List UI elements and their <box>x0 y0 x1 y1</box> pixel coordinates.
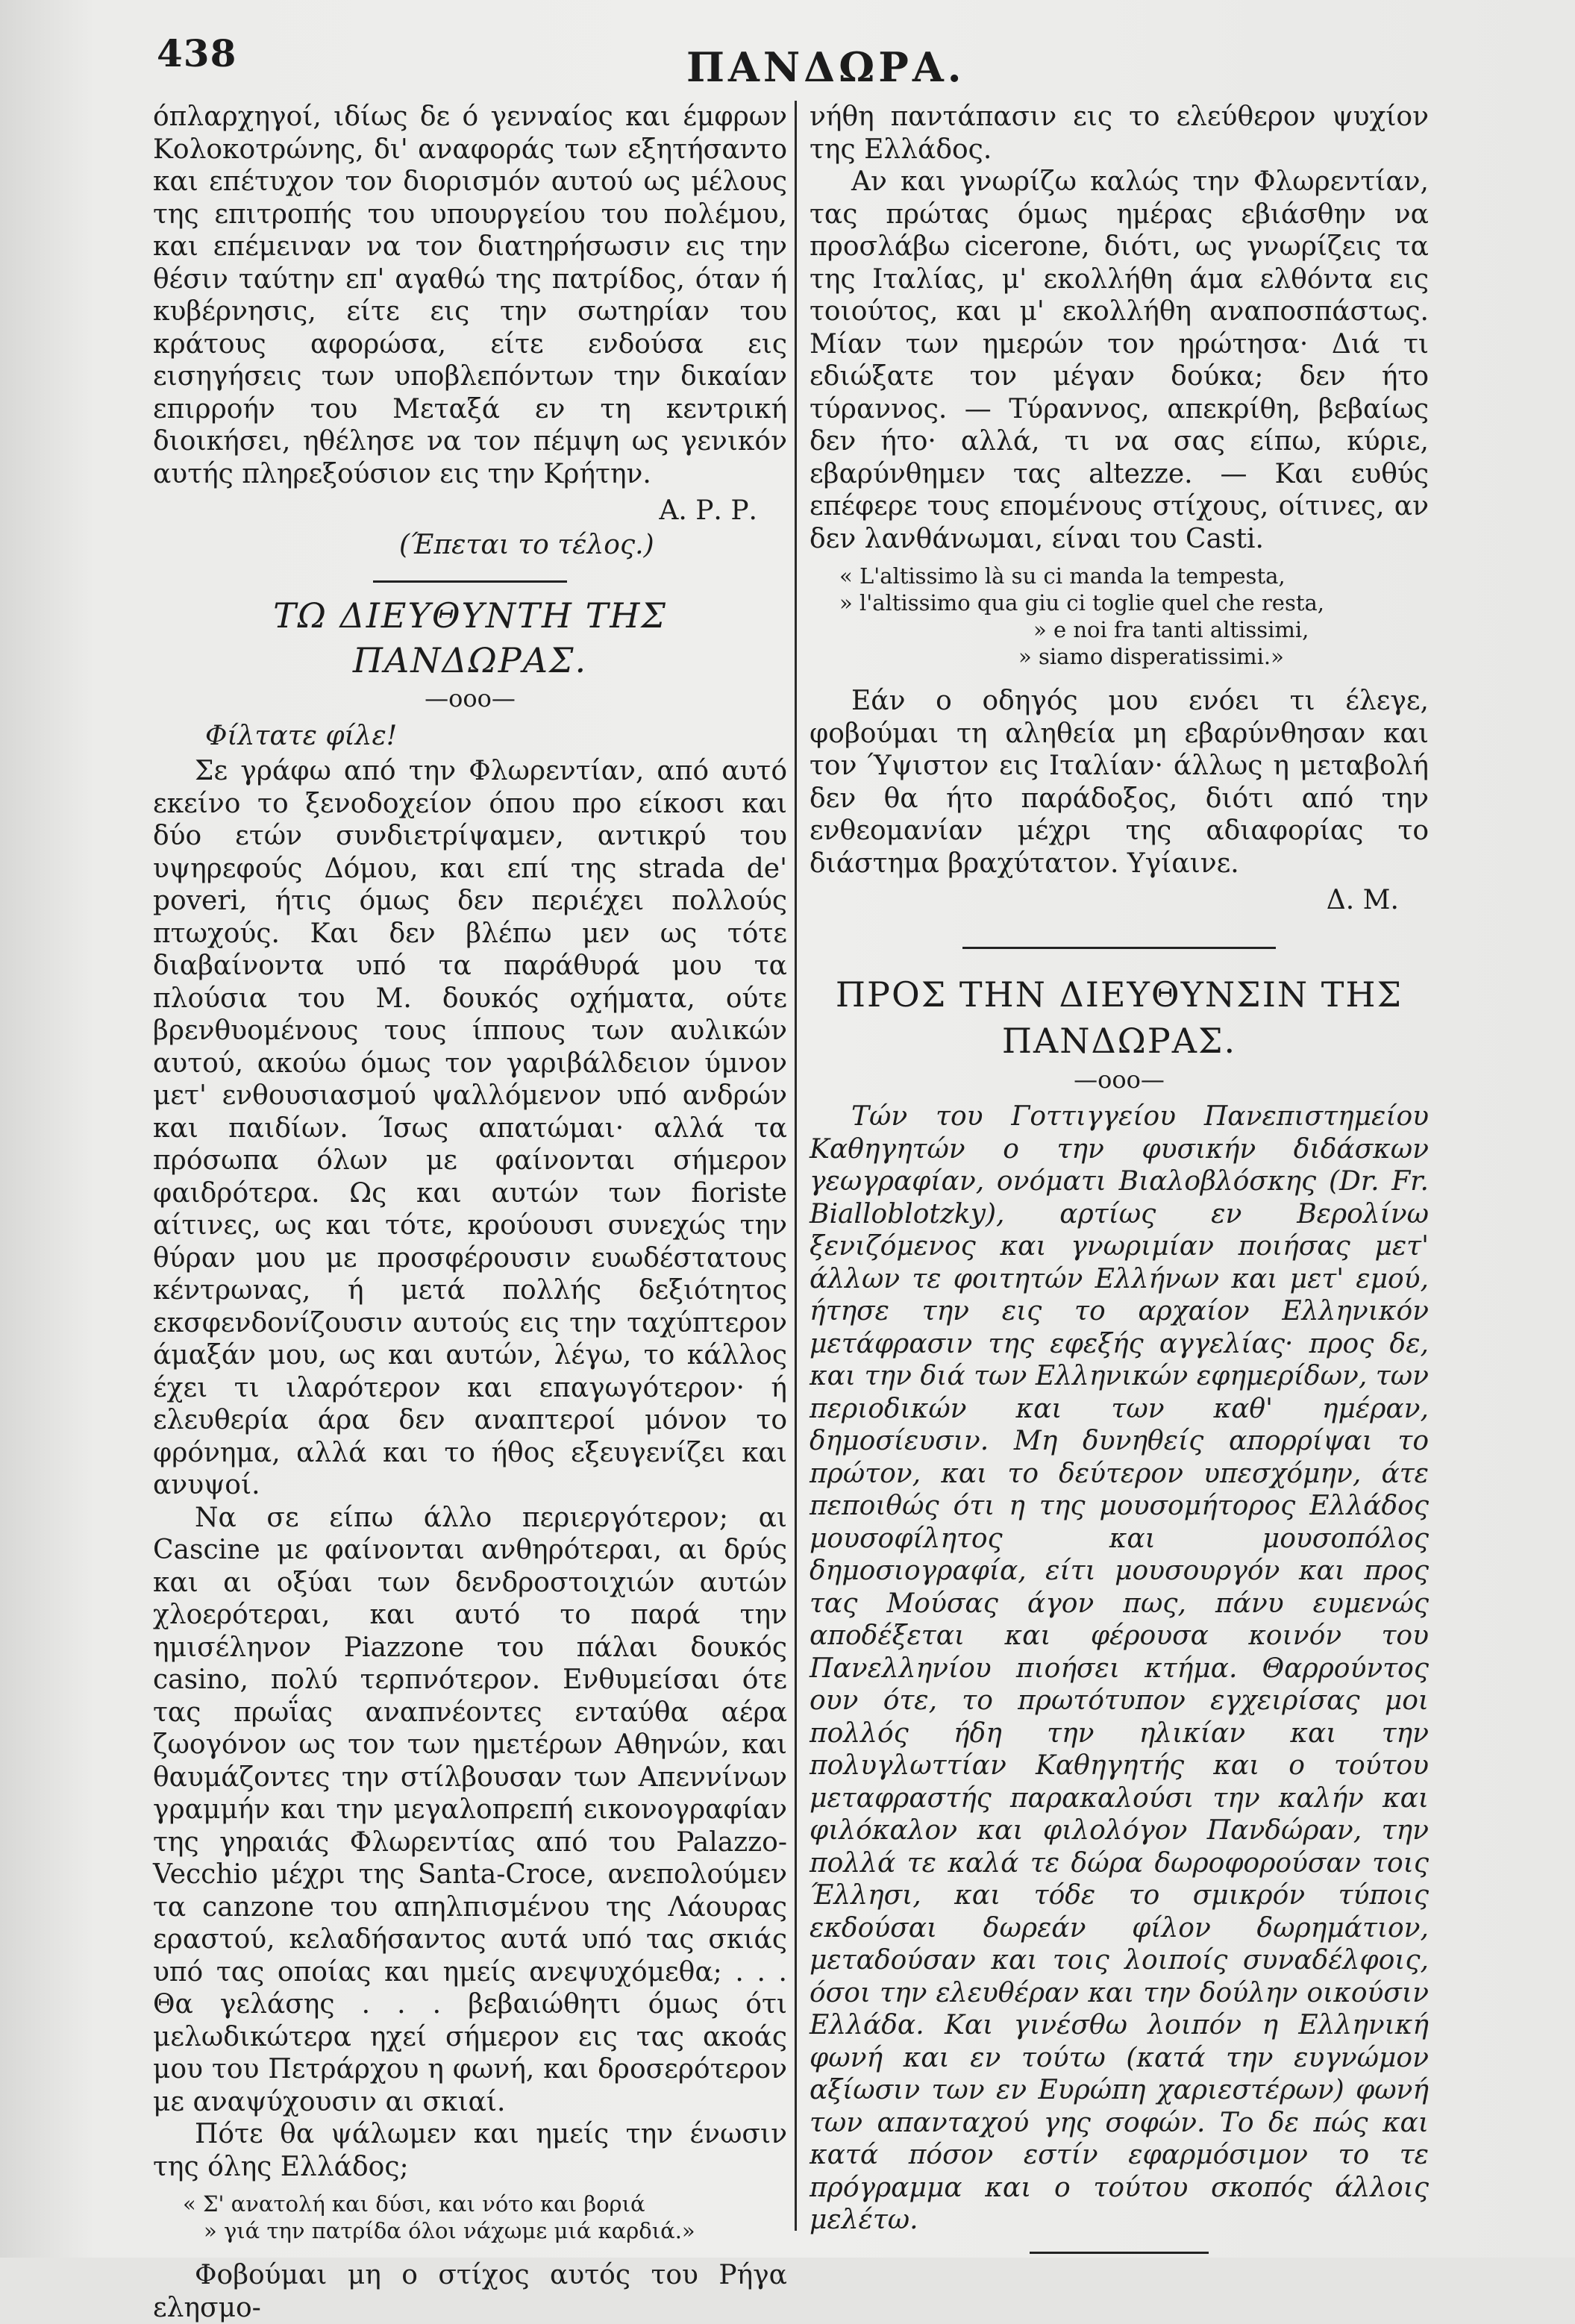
end-rule <box>1030 2252 1209 2254</box>
divider-rule <box>962 947 1276 949</box>
verse-line: » γιά την πατρίδα όλοι νάχωμε μιά καρδιά.» <box>204 2218 695 2243</box>
left-column <box>153 101 787 2324</box>
notice-paragraph: Τών του Γοττιγγείου Πανεπιστημείου Καθηγητών ο την φυσικήν διδάσκων γεωγραφίαν, ονόματι Βιαλοβλόσκης (Dr. Fr. Bialloblotzky), αρτίως εν Βερολίνω ξενιζόμενος και γνωριμίαν ποιήσας μετ' άλλων τε φοιτητών Ελλήνων και μετ' εμού, ήτησε την εις το αρχαίον Ελληνικόν μετάφρασιν της εφεξής αγγελίας· προς δε, και την διά των Ελληνικών εφημερίδων, των περιοδικών και των καθ' ημέραν, δημοσίευσιν. Μη δυνηθείς απορρίψαι το πρώτον, και το δεύτερον υπεσχόμην, άτε πεποιθώς ότι η της μουσομήτορος Ελλάδος μουσοφίλητος και μουσοπόλος δημοσιογραφία, είτι μουσουργόν και προς τας Μούσας άγον πως, πάνυ ευμενώς αποδέξεται και φέρουσα κοινόν του Πανελληνίου πιοήσει κτήμα. Θαρρούντος ουν ότε, το πρωτότυπον εγχειρίσας μοι πολλός ήδη την ηλικίαν και την πολυγλωττίαν Καθηγητής και ο τούτου μεταφραστής παρακαλούσι την καλήν και φιλόκαλον και φιλολόγον Πανδώραν, την πολλά τε καλά τε δώρα δωροφορούσαν τοις Έλλησι, και τόδε το σμικρόν τύποις εκδούσαι δωρεάν φίλον δωρημάτιον, μεταδούσαν και τοις λοιποίς συναδέλφοις, όσοι την ελευθέραν και την δούλην οικούσιν Ελλάδα. Και γινέσθω λοιπόν η Ελληνική φωνή και εν τούτω (κατά την ευγνώμον αξίωσιν των εν Ευρώπη χαριεστέρων) φωνή των απανταχού γης σοφών. Το δε πώς και κατά πόσον εστίν εφαρμόσιμον το τε πρόγραμμα και ο τούτου σκοπός άλλοις μελέτω. <box>810 1101 1429 2235</box>
closing-paragraph: Εάν ο οδηγός μου ενόει τι έλεγε, φοβούμαι τη αληθεία μη εβαρύνθησαν και τον Ύψιστον εις Ιταλίαν· άλλως η μεταβολή δεν θα ήτο παράδοξος, διότι από την ενθεομανίαν μέχρι της αδιαφορίας το διάστημα βραχύτατον. Υγίαινε. <box>810 686 1429 879</box>
letter-heading: ΤΩ ΔΙΕΥΘΥΝΤΗ ΤΗΣ ΠΑΝΔΩΡΑΣ. <box>273 595 667 680</box>
letter-paragraph-3: Πότε θα ψάλωμεν και ημείς την ένωσιν της όλης Ελλάδος; <box>153 2119 787 2182</box>
verse-line: « L'altissimo là su ci manda la tempesta, <box>839 563 1286 589</box>
running-title: ΠΑΝΔΩΡΑ. <box>686 43 965 91</box>
divider-rule <box>373 580 567 583</box>
letter-paragraph-4: Φοβούμαι μη ο στίχος αυτός του Ρήγα ελησμο- <box>153 2260 787 2323</box>
column-rule <box>795 101 797 2231</box>
cicerone-paragraph: Αν και γνωρίζω καλώς την Φλωρεντίαν, τας πρώτας όμως ημέρας εβιάσθην να προσλάβω cicerone, διότι, ως γνωρίζεις τα της Ιταλίας, μ' εκολλήθη άμα ελθόντα εις τοιούτος, και μ' εκολλήθη αναποσπάστως. Μίαν των ημερών τον ηρώτησα· Διά τι εδιώξατε τον μέγαν δούκα; δεν ήτο τύραννος. — Τύραννος, απεκρίθη, βεβαίως δεν ήτο· αλλά, τι να σας είπω, κύριε, εβαρύνθημεν τας altezze. — Και ευθύς επέφερε τους επομένους στίχους, οίτινες, αν δεν λανθάνωμαι, είναι του Casti. <box>810 166 1429 554</box>
verse-line: » l'altissimo qua giu ci toglie quel che resta, <box>839 590 1325 616</box>
to-be-continued-note: (Έπεται το τέλος.) <box>399 529 654 560</box>
continued-paragraph: νήθη παντάπασιν εις το ελεύθερον ψυχίον της Ελλάδος. <box>810 101 1429 165</box>
letter-paragraph-1: Σε γράφω από την Φλωρεντίαν, από αυτό εκείνο το ξενοδοχείον όπου προ είκοσι και δύο ετών συνδιετρίψαμεν, αντικρύ του υψηρεφούς Δόμου, και επί της strada de' poveri, ήτις όμως δεν περιέχει πολλούς πτωχούς. Και δεν βλέπω μεν ως τότε διαβαίνοντα υπό τα παράθυρά μου τα πλούσια του Μ. δουκός οχήματα, ούτε βρενθυομένους τους ίππους των αυλικών αυτού, ακούω όμως τον γαριβάλδειον ύμνον μετ' ενθουσιασμού ψαλλόμενον υπό ανδρών και παιδίων. Ίσως απατώμαι· αλλά τα πρόσωπα όλων με φαίνονται σήμερον φαιδρότερα. Ως και αυτών των fioriste αίτινες, ως και τότε, κρούουσι συνεχώς την θύραν μου με προσφέρουσιν ευωδέστατους κέντρωνας, ή μετά πολλής δεξιότητος εκσφενδονίζουσιν αυτούς εις την ταχύπτερον άμαξάν μου, ως και αυτών, λέγω, το κάλλος έχει τι ιλαρότερον και επαγωγότερον· ή ελευθερία άρα δεν αναπτεροί μόνον το φρόνημα, αλλά και το ήθος εξευγενίζει και ανυψοί. <box>153 756 787 1500</box>
article-signature: Α. Ρ. Ρ. <box>659 495 757 526</box>
ornament-ooo: —ooo— <box>1074 1065 1165 1094</box>
letter-signature: Δ. Μ. <box>1326 885 1399 915</box>
letter-paragraph-2: Να σε είπω άλλο περιεργότερον; αι Cascine με φαίνονται ανθηρότεραι, αι δρύς και αι οξύαι των δενδροστοιχιών αυτών χλοερότεραι, και αυτό το παρά την ημισέληνον Piazzone του πάλαι δουκός casino, πολύ τερπνότερον. Ενθυμείσαι ότε τας πρωΐας αναπνέοντες ενταύθα αέρα ζωογόνον ως τον των ημετέρων Αθηνών, και θαυμάζοντες την στίλβουσαν των Απεννίνων γραμμήν και την μεγαλοπρεπή εικονογραφίαν της γηραιάς Φλωρεντίας από του Palazzo-Vecchio μέχρι της Santa-Croce, ανεπολούμεν τα canzone του απηλπισμένου της Λάουρας εραστού, κελαδήσαντος αυτά υπό τας σκιάς υπό τας οποίας και ημείς ανεψυχόμεθα; . . . Θα γελάσης . . . βεβαιώθητι όμως ότι μελωδικώτερα ηχεί σήμερον εις τας ακοάς μου του Πετράρχου η φωνή, και δροσερότερον με αναψύχουσιν αι σκιαί. <box>153 1502 787 2117</box>
article-ending-paragraph: όπλαρχηγοί, ιδίως δε ό γενναίος και έμφρων Κολοκοτρώνης, δι' αναφοράς των εξητήσαντο και επέτυχον τον διορισμόν αυτού ως μέλους της επιτροπής του υπουργείου του πολέμου, και επέμειναν να τον διατηρήσωσιν εις την θέσιν ταύτην επ' αγαθώ της πατρίδος, όταν ή κυβέρνησις, είτε εις την σωτηρίαν του κράτους αφορώσα, είτε ενδούσα εις εισηγήσεις των υποβλεπόντων την δικαίαν επιρροήν του Μεταξά εν τη κεντρική διοικήσει, ηθέλησε να τον πέμψη ως γενικόν αυτής πληρεξούσιον εις την Κρήτην. <box>153 101 787 489</box>
verse-line: » e noi fra tanti altissimi, <box>1033 617 1309 642</box>
salutation: Φίλτατε φίλε! <box>205 720 398 751</box>
verse-line: « Σ' ανατολή και δύσι, και νότο και βοριά <box>183 2191 645 2217</box>
notice-heading: ΠΡΟΣ ΤΗΝ ΔΙΕΥΘΥΝΣΙΝ ΤΗΣ ΠΑΝΔΩΡΑΣ. <box>835 974 1403 1061</box>
verse-line: » siamo disperatissimi.» <box>1018 644 1284 669</box>
casti-verse <box>839 563 1429 670</box>
ornament-ooo: —ooo— <box>425 684 516 712</box>
rigas-verse <box>183 2190 787 2244</box>
page-number: 438 <box>157 31 237 75</box>
right-column <box>810 101 1429 2264</box>
